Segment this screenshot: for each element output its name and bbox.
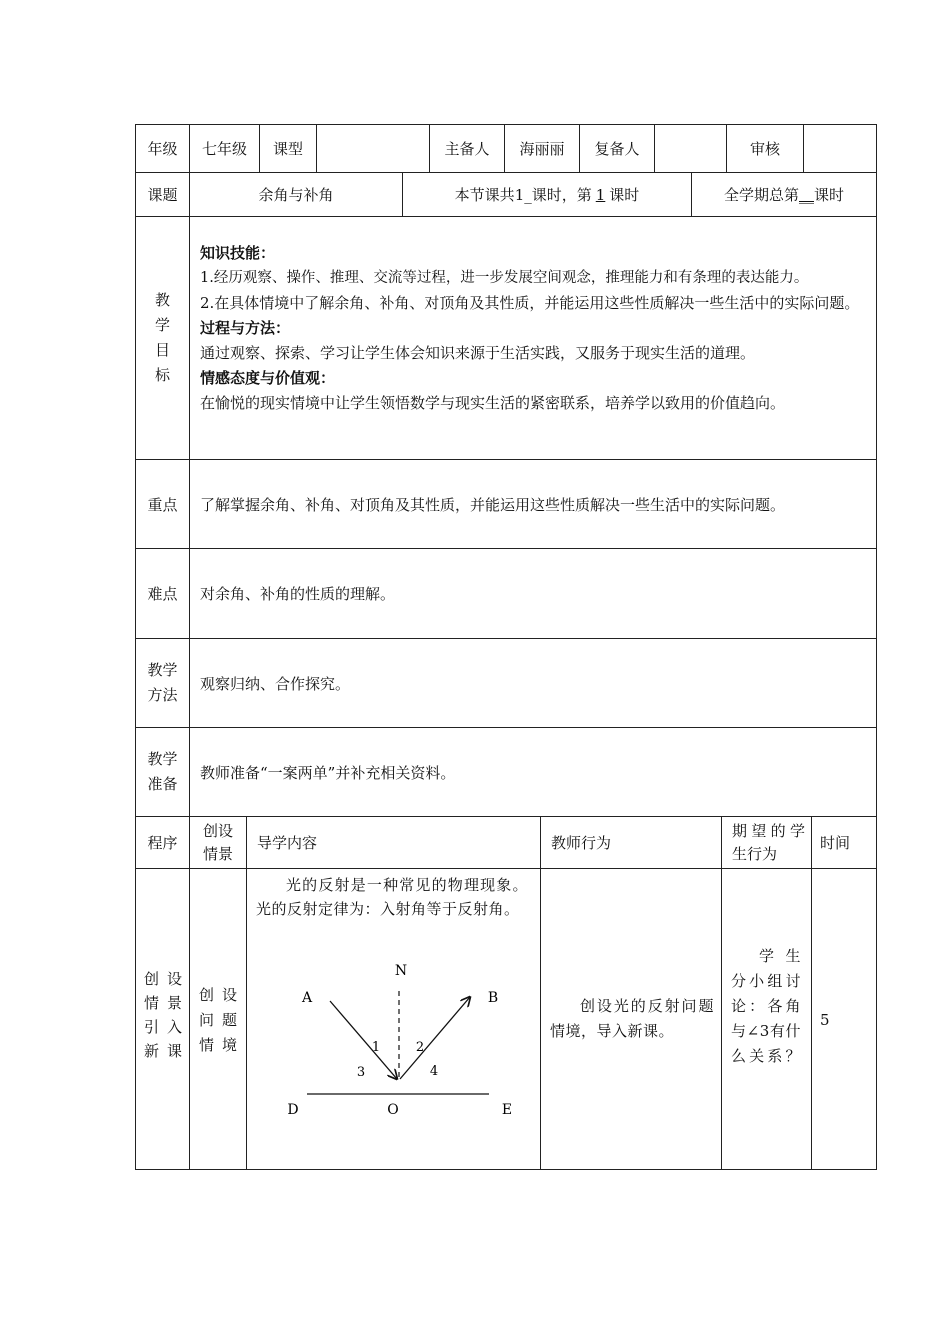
goals-label-char: 目 xyxy=(154,341,170,359)
preparation-text: 教师准备“一案两单”并补充相关资料。 xyxy=(200,763,456,782)
program-line: 引入 xyxy=(144,1018,182,1036)
method-label-line: 教学 xyxy=(147,661,178,679)
lesson-count xyxy=(403,173,692,216)
lesson-prefix: 本节课共 xyxy=(454,186,515,204)
goals-label-char: 学 xyxy=(154,316,170,334)
create-header-line: 情景 xyxy=(202,844,233,863)
student-header-line: 期望的学 xyxy=(732,822,805,840)
semester-prefix: 全学期总第 xyxy=(723,186,799,204)
label-o: O xyxy=(387,1102,399,1118)
create-header xyxy=(190,817,247,868)
table-bottom-border xyxy=(135,1169,877,1170)
label-e: E xyxy=(501,1102,513,1118)
lesson-total: 1_ xyxy=(514,185,532,204)
label-d: D xyxy=(287,1102,299,1118)
emotion-text: 在愉悦的现实情境中让学生领悟数学与现实生活的紧密联系，培养学以致用的价值趋向。 xyxy=(200,394,786,412)
grade-label: 年级 xyxy=(136,125,190,172)
process-text: 通过观察、探索、学习让学生体会知识来源于生活实践，又服务于现实生活的道理。 xyxy=(200,344,756,362)
program-cell xyxy=(136,869,190,1169)
knowledge-item-2: 2.在具体情境中了解余角、补角、对顶角及其性质，并能运用这些性质解决一些生活中的实际问题。 xyxy=(200,294,860,312)
method-label xyxy=(136,639,190,727)
label-b: B xyxy=(487,990,499,1006)
key-point-text: 了解掌握余角、补角、对顶角及其性质，并能运用这些性质解决一些生活中的实际问题。 xyxy=(200,495,786,514)
label-n: N xyxy=(394,963,408,979)
time-value: 5 xyxy=(820,1011,830,1029)
reflection-diagram xyxy=(247,959,539,1139)
guide-cell xyxy=(247,869,541,1169)
co-preparer-value xyxy=(655,125,727,172)
method-row xyxy=(135,638,877,727)
lesson-mid: 课时，第 xyxy=(531,186,592,204)
process-title: 过程与方法： xyxy=(200,319,291,337)
time-header: 时间 xyxy=(820,834,851,852)
goals-row xyxy=(135,216,877,459)
preparation-label xyxy=(136,728,190,816)
lesson-suffix: 课时 xyxy=(609,186,640,204)
lesson-current: 1 xyxy=(595,185,606,204)
angle-4-label: 4 xyxy=(429,1064,439,1079)
create-cell xyxy=(190,869,247,1169)
guide-text: 光的反射是一种常见的物理现象。光的反射定律为：入射角等于反射角。 xyxy=(256,876,528,918)
program-line: 创设 xyxy=(144,970,182,988)
difficulty-label: 难点 xyxy=(136,549,190,638)
angle-1-label: 1 xyxy=(371,1040,381,1055)
topic-value: 余角与补角 xyxy=(190,173,403,216)
difficulty-text: 对余角、补角的性质的理解。 xyxy=(200,585,396,603)
angle-2-label: 2 xyxy=(415,1040,425,1055)
program-line: 新课 xyxy=(144,1042,182,1060)
topic-row xyxy=(135,172,877,216)
knowledge-title: 知识技能： xyxy=(200,244,276,262)
type-label: 课型 xyxy=(260,125,317,172)
topic-label: 课题 xyxy=(136,173,190,216)
key-point-label: 重点 xyxy=(136,460,190,548)
key-point-row xyxy=(135,459,877,548)
procedure-row xyxy=(135,868,877,1169)
knowledge-item-1: 1.经历观察、操作、推理、交流等过程，进一步发展空间观念，推理能力和有条理的表达能力。 xyxy=(200,270,809,286)
main-preparer-value: 海丽丽 xyxy=(505,125,580,172)
student-header-line: 生行为 xyxy=(732,845,778,863)
student-header xyxy=(722,817,812,868)
semester-suffix: 课时 xyxy=(814,186,845,204)
review-value xyxy=(804,125,876,172)
goals-content xyxy=(190,217,876,459)
preparation-label-line: 教学 xyxy=(147,750,178,768)
semester-count xyxy=(692,173,876,216)
review-label: 审核 xyxy=(727,125,804,172)
time-cell xyxy=(812,869,876,1169)
goals-label xyxy=(136,217,190,459)
create-line: 创设 xyxy=(199,986,237,1004)
program-header: 程序 xyxy=(136,817,190,868)
angle-3-label: 3 xyxy=(356,1065,366,1080)
preparation-row xyxy=(135,727,877,816)
guide-header: 导学内容 xyxy=(247,817,541,868)
teacher-header: 教师行为 xyxy=(541,817,722,868)
emotion-title: 情感态度与价值观： xyxy=(200,369,336,387)
header-row xyxy=(135,124,877,172)
method-label-line: 方法 xyxy=(147,686,178,704)
label-a: A xyxy=(301,990,313,1006)
grade-value: 七年级 xyxy=(190,125,260,172)
difficulty-row xyxy=(135,548,877,638)
goals-label-char: 标 xyxy=(154,366,170,384)
type-value xyxy=(317,125,430,172)
create-line: 情境 xyxy=(199,1036,237,1054)
semester-blank: __ xyxy=(799,185,814,204)
method-text: 观察归纳、合作探究。 xyxy=(200,674,351,693)
program-line: 情景 xyxy=(144,994,182,1012)
create-line: 问题 xyxy=(199,1011,237,1029)
preparation-label-line: 准备 xyxy=(147,775,178,793)
teacher-cell xyxy=(541,869,722,1169)
create-header-line: 创设 xyxy=(202,821,233,840)
student-cell xyxy=(722,869,812,1169)
student-text: 学生分小组讨论：各角与∠3有什么关系？ xyxy=(731,947,801,1065)
procedure-header-row xyxy=(135,816,877,868)
main-preparer-label: 主备人 xyxy=(430,125,505,172)
co-preparer-label: 复备人 xyxy=(580,125,655,172)
teacher-text: 创设光的反射问题情境，导入新课。 xyxy=(550,997,714,1040)
goals-label-char: 教 xyxy=(154,291,170,309)
